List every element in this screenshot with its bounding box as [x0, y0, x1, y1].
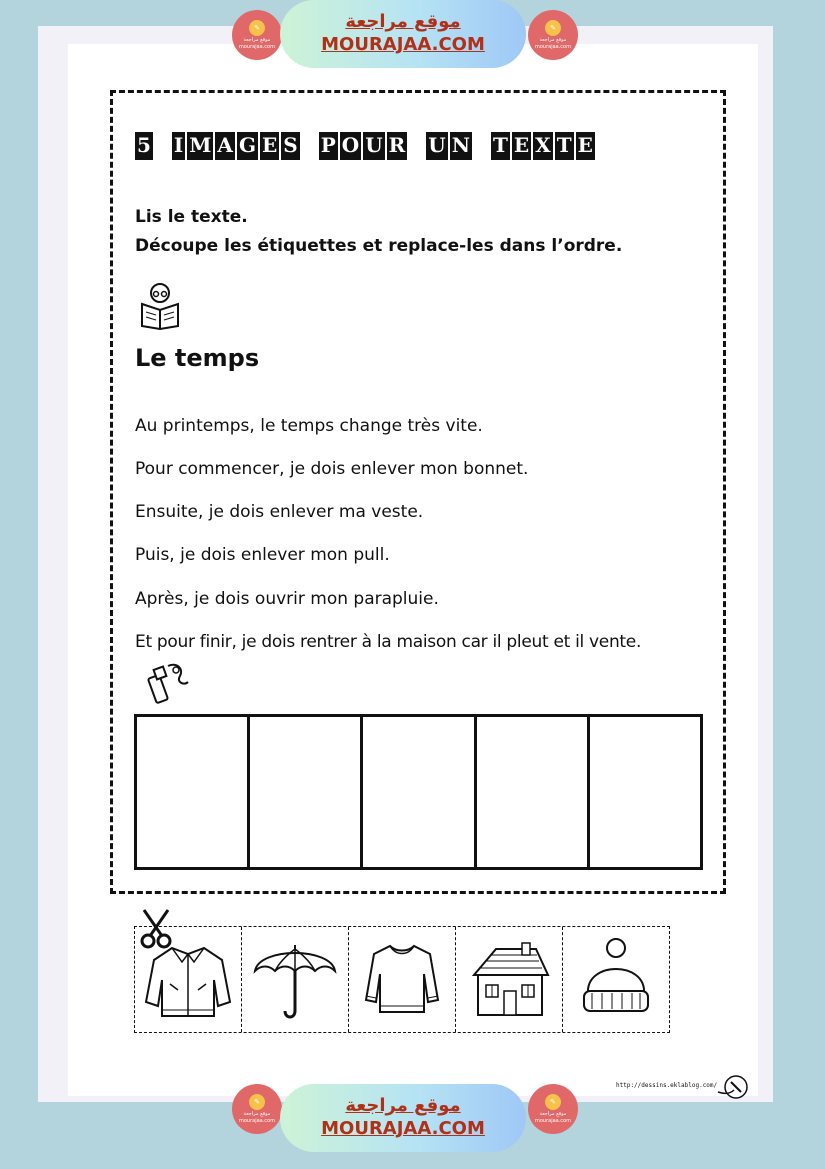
title-letter: X — [533, 132, 553, 160]
label-umbrella[interactable] — [242, 927, 349, 1032]
logo-site: mourajaa.com — [238, 44, 275, 50]
logo-caption: موقع مراجعة — [243, 1111, 271, 1117]
beanie-icon — [578, 937, 654, 1023]
banner-arabic-text[interactable]: موقع مراجعة — [345, 1095, 461, 1116]
instruction-read: Lis le texte. — [135, 207, 248, 227]
logo-badge-icon: ✎ — [249, 20, 265, 36]
site-banner-bottom[interactable] — [280, 1084, 526, 1152]
logo-caption: موقع مراجعة — [539, 1111, 567, 1117]
title-letter: E — [512, 132, 531, 160]
title-letter: 5 — [135, 132, 153, 160]
site-logo-right[interactable] — [528, 1084, 578, 1134]
banner-arabic-text[interactable]: موقع مراجعة — [345, 11, 461, 32]
site-banner-top[interactable] — [280, 0, 526, 68]
site-logo-right[interactable] — [528, 10, 578, 60]
title-letter: T — [491, 132, 510, 160]
logo-badge-icon: ✎ — [545, 1094, 561, 1110]
pencil-signature-icon — [716, 1072, 750, 1102]
site-logo-left[interactable] — [232, 10, 282, 60]
answer-box[interactable] — [363, 717, 476, 867]
site-logo-left[interactable] — [232, 1084, 282, 1134]
title-letter: N — [450, 132, 472, 160]
title-word — [319, 132, 408, 160]
title-letter: U — [426, 132, 447, 160]
answer-box[interactable] — [590, 717, 700, 867]
title-letter: I — [172, 132, 185, 160]
sweater-icon — [362, 940, 442, 1020]
title-letter: G — [237, 132, 258, 160]
text-line: Au printemps, le temps change très vite. — [135, 416, 483, 436]
worksheet-title — [135, 132, 595, 160]
title-letter: T — [555, 132, 574, 160]
label-jacket[interactable] — [135, 927, 242, 1032]
title-letter: U — [363, 132, 384, 160]
title-letter: R — [387, 132, 408, 160]
logo-site: mourajaa.com — [534, 44, 571, 50]
text-heading: Le temps — [135, 344, 260, 372]
banner-site-link[interactable]: MOURAJAA.COM — [321, 1118, 485, 1139]
text-line: Ensuite, je dois enlever ma veste. — [135, 502, 424, 522]
label-beanie[interactable] — [563, 927, 669, 1032]
logo-caption: موقع مراجعة — [243, 37, 271, 43]
title-letter: M — [187, 132, 213, 160]
logo-caption: موقع مراجعة — [539, 37, 567, 43]
label-house[interactable] — [456, 927, 563, 1032]
house-icon — [466, 941, 552, 1019]
logo-badge-icon: ✎ — [545, 20, 561, 36]
title-letter: P — [319, 132, 338, 160]
title-letter: E — [576, 132, 595, 160]
title-word — [426, 132, 472, 160]
answer-box[interactable] — [137, 717, 250, 867]
glue-stick-icon — [146, 660, 192, 706]
label-sweater[interactable] — [349, 927, 456, 1032]
title-letter: S — [281, 132, 299, 160]
logo-site: mourajaa.com — [534, 1118, 571, 1124]
answer-box[interactable] — [477, 717, 590, 867]
jacket-icon — [142, 940, 234, 1020]
answer-box[interactable] — [250, 717, 363, 867]
title-letter: E — [260, 132, 279, 160]
text-line: Après, je dois ouvrir mon parapluie. — [135, 589, 439, 609]
answer-boxes — [134, 714, 703, 870]
title-letter: O — [340, 132, 361, 160]
reading-book-icon — [138, 282, 182, 330]
footer-url[interactable]: http://dessins.eklablog.com/ — [616, 1082, 718, 1089]
title-word — [491, 132, 595, 160]
title-letter: A — [215, 132, 235, 160]
text-line: Et pour finir, je dois rentrer à la maison car il pleut et il vente. — [135, 632, 642, 652]
title-word — [172, 132, 300, 160]
text-line: Pour commencer, je dois enlever mon bonnet. — [135, 459, 529, 479]
instruction-cut: Découpe les étiquettes et replace-les dans l’ordre. — [135, 236, 623, 256]
title-word — [135, 132, 153, 160]
logo-site: mourajaa.com — [238, 1118, 275, 1124]
cutout-labels — [134, 926, 670, 1033]
text-line: Puis, je dois enlever mon pull. — [135, 545, 390, 565]
banner-site-link[interactable]: MOURAJAA.COM — [321, 34, 485, 55]
umbrella-icon — [249, 937, 341, 1023]
logo-badge-icon: ✎ — [249, 1094, 265, 1110]
